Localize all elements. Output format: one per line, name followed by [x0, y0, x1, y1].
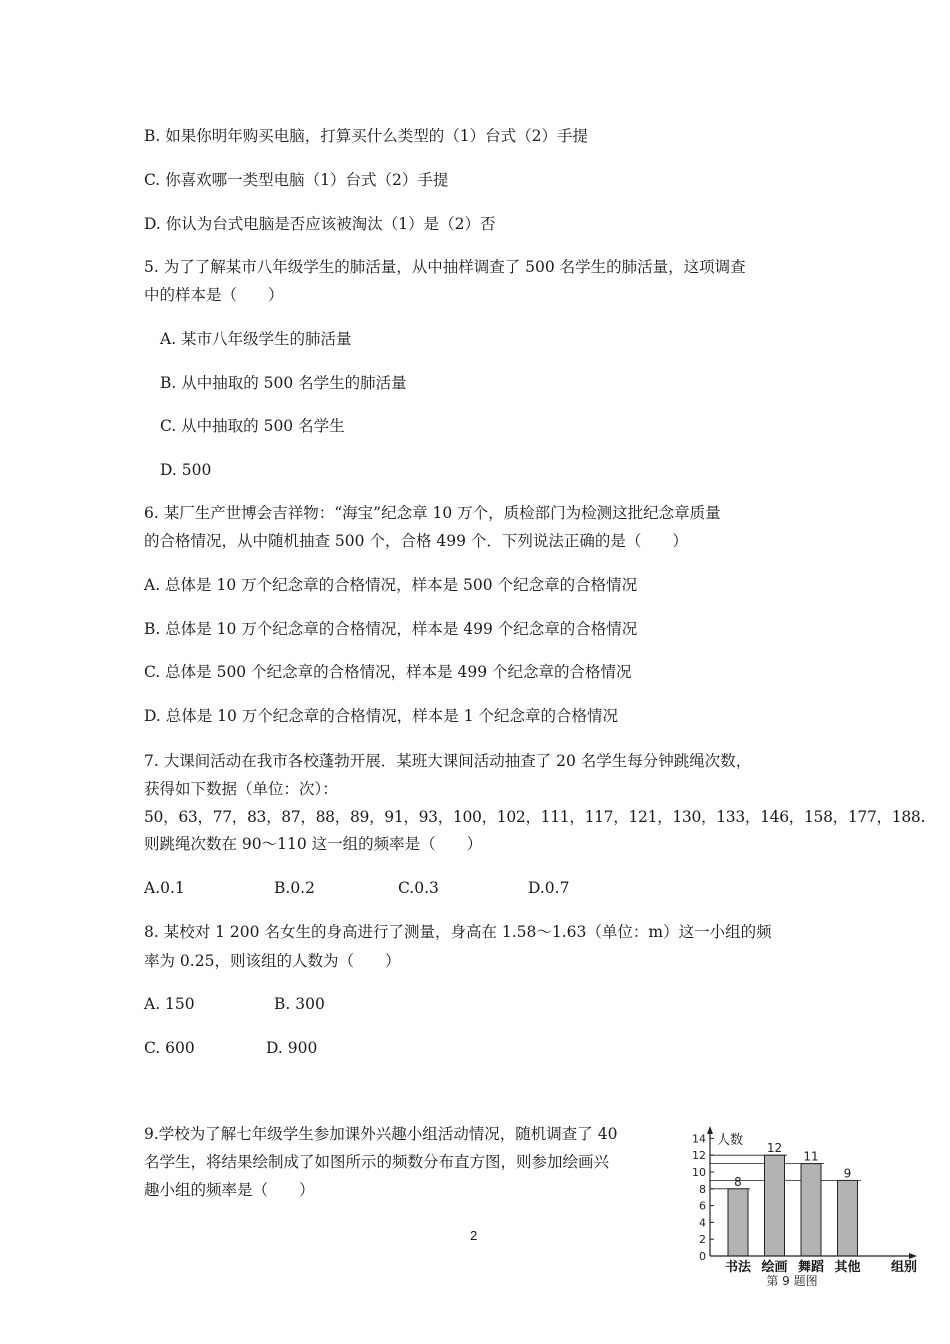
q8-stem-line1: 8. 某校对 1 200 名女生的身高进行了测量，身高在 1.58～1.63（单位：m）这一小组的频	[144, 923, 772, 941]
q7-data-line: 50，63，77，83，87，88，89，91，93，100，102，111，117，121，130，133，146，158，177，188.	[144, 808, 926, 826]
y-tick-label: 8	[699, 1182, 706, 1196]
category-label: 书法	[724, 1260, 752, 1275]
q8-stem-line2: 率为 0.25，则该组的人数为（ ）	[144, 952, 401, 970]
chart-caption: 第 9 题图	[766, 1274, 818, 1288]
category-label: 绘画	[761, 1260, 788, 1275]
q8-option-c: C. 600	[144, 1039, 195, 1057]
q8-option-b: B. 300	[274, 995, 325, 1013]
y-tick-label: 12	[692, 1149, 706, 1163]
q4-option-d: D. 你认为台式电脑是否应该被淘汰（1）是（2）否	[144, 215, 496, 233]
q7-option-d: D.0.7	[528, 879, 570, 897]
q7-option-a: A.0.1	[144, 879, 185, 897]
bar	[801, 1164, 821, 1256]
category-label: 舞蹈	[797, 1260, 825, 1275]
q6-stem-line1: 6. 某厂生产世博会吉祥物：“海宝”纪念章 10 万个，质检部门为检测这批纪念章质量	[144, 504, 721, 522]
q5-stem-line1: 5. 为了了解某市八年级学生的肺活量，从中抽样调查了 500 名学生的肺活量，这项调查	[144, 258, 746, 276]
q7-option-c: C.0.3	[398, 879, 439, 897]
q9-stem-line1: 9.学校为了解七年级学生参加课外兴趣小组活动情况，随机调查了 40	[144, 1125, 618, 1143]
y-tick-label: 0	[699, 1250, 706, 1263]
x-axis-arrow	[909, 1253, 917, 1259]
category-label: 其他	[834, 1260, 861, 1275]
q9-stem-line2: 名学生，将结果绘制成了如图所示的频数分布直方图，则参加绘画兴	[144, 1153, 610, 1171]
q9-stem-line3: 趣小组的频率是（ ）	[144, 1181, 315, 1199]
q5-option-b: B. 从中抽取的 500 名学生的肺活量	[160, 374, 407, 392]
bar-value-label: 11	[803, 1149, 819, 1164]
bar	[765, 1155, 785, 1256]
q9-histogram	[690, 1122, 930, 1292]
y-tick-label: 10	[692, 1166, 706, 1179]
q6-stem-line2: 的合格情况，从中随机抽查 500 个，合格 499 个．下列说法正确的是（ ）	[144, 532, 688, 550]
y-tick-label: 6	[699, 1199, 706, 1213]
q5-option-a: A. 某市八年级学生的肺活量	[160, 330, 352, 348]
q7-stem-line1: 7. 大课间活动在我市各校蓬勃开展．某班大课间活动抽查了 20 名学生每分钟跳绳次数，	[144, 752, 752, 770]
bar-value-label: 9	[843, 1166, 852, 1181]
q5-stem-line2: 中的样本是（ ）	[144, 286, 284, 304]
y-tick-label: 2	[699, 1233, 706, 1247]
x-axis-title: 组别	[890, 1260, 918, 1275]
y-tick-label: 4	[699, 1216, 706, 1230]
y-axis-title: 人数	[717, 1133, 744, 1148]
bar	[838, 1180, 858, 1256]
q7-option-b: B.0.2	[274, 879, 315, 897]
page-number: 2	[470, 1228, 478, 1243]
bar-value-label: 12	[766, 1141, 783, 1156]
q7-stem-line2: 获得如下数据（单位：次）：	[144, 780, 338, 798]
y-axis-arrow	[707, 1126, 713, 1134]
q6-option-a: A. 总体是 10 万个纪念章的合格情况，样本是 500 个纪念章的合格情况	[144, 576, 638, 594]
bar-value-label: 8	[734, 1174, 742, 1189]
q4-option-c: C. 你喜欢哪一类型电脑（1）台式（2）手提	[144, 171, 449, 189]
q5-option-c: C. 从中抽取的 500 名学生	[160, 417, 345, 435]
q4-option-b: B. 如果你明年购买电脑，打算买什么类型的（1）台式（2）手提	[144, 127, 588, 145]
q5-option-d: D. 500	[160, 461, 212, 479]
q8-option-d: D. 900	[266, 1039, 318, 1057]
q8-option-a: A. 150	[144, 995, 195, 1013]
q6-option-b: B. 总体是 10 万个纪念章的合格情况，样本是 499 个纪念章的合格情况	[144, 620, 638, 638]
q6-option-c: C. 总体是 500 个纪念章的合格情况，样本是 499 个纪念章的合格情况	[144, 663, 632, 681]
y-tick-label: 14	[692, 1132, 706, 1146]
bar	[728, 1189, 748, 1256]
q6-option-d: D. 总体是 10 万个纪念章的合格情况，样本是 1 个纪念章的合格情况	[144, 707, 619, 725]
q7-stem-line4: 则跳绳次数在 90～110 这一组的频率是（ ）	[144, 835, 483, 853]
